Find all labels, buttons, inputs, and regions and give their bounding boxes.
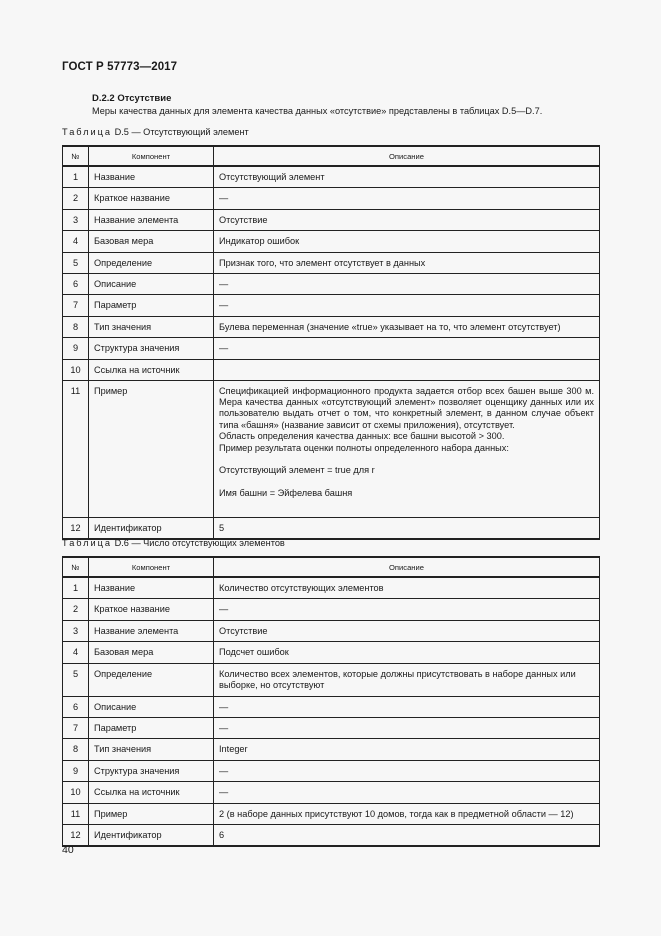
row-num: 1 xyxy=(63,166,89,188)
row-component: Структура значения xyxy=(89,338,214,359)
row-description: Булева переменная (значение «true» указывает на то, что элемент отсутствует) xyxy=(214,316,600,337)
table-row xyxy=(63,620,600,641)
table-d5-caption xyxy=(62,127,249,137)
example-domain: Область определения качества данных: все башни высотой > 300. xyxy=(219,431,505,442)
row-component: Идентификатор xyxy=(89,517,214,539)
row-component: Идентификатор xyxy=(89,825,214,847)
row-num: 10 xyxy=(63,359,89,380)
table-row xyxy=(63,274,600,295)
row-num: 4 xyxy=(63,642,89,663)
row-description: — xyxy=(214,338,600,359)
row-description: — xyxy=(214,760,600,781)
table-row xyxy=(63,295,600,316)
row-description: Подсчет ошибок xyxy=(214,642,600,663)
table-row xyxy=(63,231,600,252)
header-description: Описание xyxy=(214,557,600,577)
row-num: 2 xyxy=(63,599,89,620)
row-component: Тип значения xyxy=(89,316,214,337)
row-component: Базовая мера xyxy=(89,642,214,663)
row-description: 5 xyxy=(214,517,600,539)
row-num: 2 xyxy=(63,188,89,209)
row-description: — xyxy=(214,782,600,803)
row-description: Количество всех элементов, которые должны присутствовать в наборе данных или выборке, но отсутствуют xyxy=(214,663,600,696)
row-num: 5 xyxy=(63,663,89,696)
row-description: — xyxy=(214,295,600,316)
row-description: 2 (в наборе данных присутствуют 10 домов, тогда как в предметной области — 12) xyxy=(214,803,600,824)
header-description: Описание xyxy=(214,146,600,166)
row-description: — xyxy=(214,718,600,739)
header-num: № xyxy=(63,146,89,166)
row-num: 3 xyxy=(63,620,89,641)
row-num: 9 xyxy=(63,338,89,359)
row-component: Краткое название xyxy=(89,188,214,209)
table-d6-caption xyxy=(62,538,285,548)
section-text: Меры качества данных для элемента качества данных «отсутствие» представлены в таблицах D.5—D.7. xyxy=(92,106,543,116)
row-component: Описание xyxy=(89,274,214,295)
table-header-row xyxy=(63,146,600,166)
row-description: 6 xyxy=(214,825,600,847)
table-row xyxy=(63,739,600,760)
row-num: 5 xyxy=(63,252,89,273)
row-component: Пример xyxy=(89,803,214,824)
example-paragraph: Спецификацией информационного продукта задается отбор всех башен выше 300 м. Мера качества данных «отсутствующий элемент» позволяет оценщику данных или их пользователю выдать отчет о том, что конкретный элемент, в данном случае объект типа «башня» (название зависит от схемы приложения), отсутствует. xyxy=(219,385,594,430)
page-number: 40 xyxy=(62,844,74,856)
row-num: 6 xyxy=(63,696,89,717)
row-component: Название элемента xyxy=(89,620,214,641)
row-num: 1 xyxy=(63,577,89,599)
row-description: Количество отсутствующих элементов xyxy=(214,577,600,599)
row-component: Ссылка на источник xyxy=(89,782,214,803)
row-num: 3 xyxy=(63,209,89,230)
table-row xyxy=(63,577,600,599)
table-row xyxy=(63,642,600,663)
row-component: Описание xyxy=(89,696,214,717)
row-description xyxy=(214,359,600,380)
row-description: Признак того, что элемент отсутствует в данных xyxy=(214,252,600,273)
row-component: Параметр xyxy=(89,718,214,739)
table-row xyxy=(63,188,600,209)
table-d6-caption-text: D.6 — Число отсутствующих элементов xyxy=(114,538,285,548)
document-code: ГОСТ Р 57773—2017 xyxy=(62,61,178,73)
row-component: Определение xyxy=(89,252,214,273)
row-component: Краткое название xyxy=(89,599,214,620)
table-row xyxy=(63,316,600,337)
row-num: 12 xyxy=(63,825,89,847)
row-num: 9 xyxy=(63,760,89,781)
row-component: Название элемента xyxy=(89,209,214,230)
row-description: Отсутствующий элемент xyxy=(214,166,600,188)
row-component: Параметр xyxy=(89,295,214,316)
table-row xyxy=(63,209,600,230)
table-row xyxy=(63,166,600,188)
table-d6 xyxy=(62,556,600,847)
row-description: — xyxy=(214,696,600,717)
example-result-intro: Пример результата оценки полноты определенного набора данных: xyxy=(219,442,509,453)
example-result-line: Отсутствующий элемент = true для r xyxy=(219,465,375,476)
table-d5-caption-label: Таблица xyxy=(62,127,113,137)
row-num: 4 xyxy=(63,231,89,252)
row-num: 8 xyxy=(63,739,89,760)
row-num: 7 xyxy=(63,295,89,316)
row-description: — xyxy=(214,274,600,295)
row-description: Индикатор ошибок xyxy=(214,231,600,252)
row-num: 12 xyxy=(63,517,89,539)
table-row xyxy=(63,803,600,824)
table-row xyxy=(63,718,600,739)
row-component: Базовая мера xyxy=(89,231,214,252)
table-row xyxy=(63,359,600,380)
table-row xyxy=(63,760,600,781)
table-d5 xyxy=(62,145,600,540)
table-row xyxy=(63,380,600,517)
table-row xyxy=(63,338,600,359)
header-component: Компонент xyxy=(89,146,214,166)
row-description: Integer xyxy=(214,739,600,760)
row-component: Ссылка на источник xyxy=(89,359,214,380)
row-component: Структура значения xyxy=(89,760,214,781)
row-component: Название xyxy=(89,577,214,599)
header-component: Компонент xyxy=(89,557,214,577)
row-num: 10 xyxy=(63,782,89,803)
table-row xyxy=(63,696,600,717)
row-num: 7 xyxy=(63,718,89,739)
table-row xyxy=(63,252,600,273)
table-d6-caption-label: Таблица xyxy=(62,538,113,548)
row-component: Название xyxy=(89,166,214,188)
row-description: — xyxy=(214,188,600,209)
table-row xyxy=(63,825,600,847)
row-component: Определение xyxy=(89,663,214,696)
table-d5-caption-text: D.5 — Отсутствующий элемент xyxy=(114,127,249,137)
row-num: 11 xyxy=(63,803,89,824)
row-component: Пример xyxy=(89,380,214,517)
row-description-example xyxy=(214,380,600,517)
example-tower-name: Имя башни = Эйфелева башня xyxy=(219,487,353,498)
row-component: Тип значения xyxy=(89,739,214,760)
row-description: — xyxy=(214,599,600,620)
table-row xyxy=(63,782,600,803)
table-row xyxy=(63,663,600,696)
table-row xyxy=(63,517,600,539)
row-description: Отсутствие xyxy=(214,209,600,230)
row-num: 8 xyxy=(63,316,89,337)
table-header-row xyxy=(63,557,600,577)
row-description: Отсутствие xyxy=(214,620,600,641)
table-row xyxy=(63,599,600,620)
row-num: 6 xyxy=(63,274,89,295)
row-num: 11 xyxy=(63,380,89,517)
header-num: № xyxy=(63,557,89,577)
section-title: D.2.2 Отсутствие xyxy=(92,93,172,104)
